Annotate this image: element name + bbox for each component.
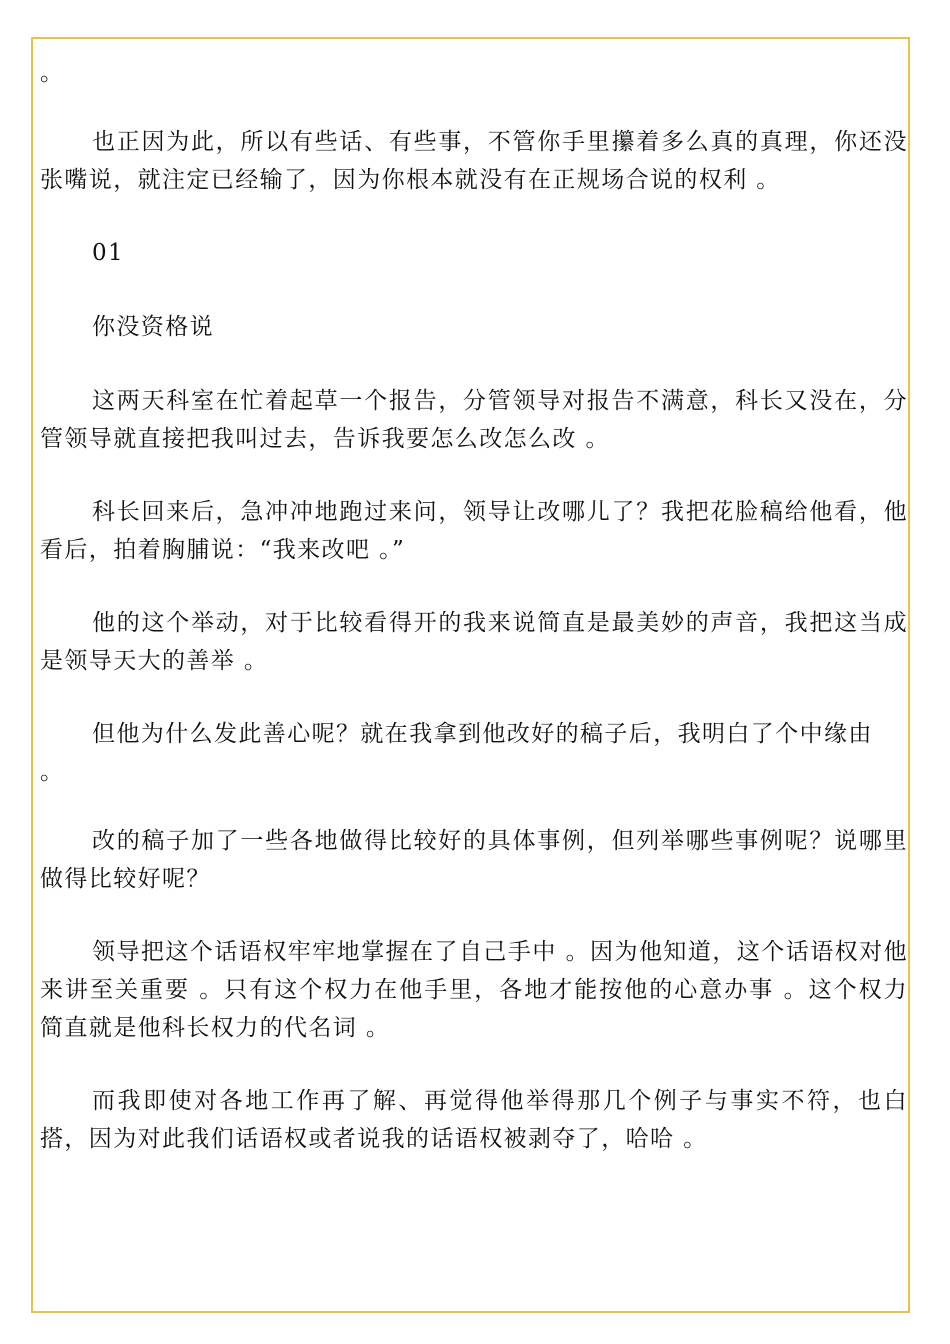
paragraph-report: 这两天科室在忙着起草一个报告，分管领导对报告不满意，科长又没在，分管领导就直接把我叫过去，告诉我要怎么改怎么改 。: [40, 388, 908, 452]
section-heading: 你没资格说: [92, 314, 214, 340]
paragraph-fragment-start: 。: [40, 60, 65, 86]
paragraph-reason: 但他为什么发此善心呢？就在我拿到他改好的稿子后，我明白了个中缘由: [92, 721, 873, 747]
document-body: [40, 54, 908, 1193]
paragraph-discourse-power: 领导把这个话语权牢牢地掌握在了自己手中 。因为他知道，这个话语权对他来讲至关重要 。只有这个权力在他手里，各地才能按他的心意办事 。这个权力简直就是他科长权力的代名词 。: [40, 939, 908, 1041]
paragraph-examples: 改的稿子加了一些各地做得比较好的具体事例，但列举哪些事例呢？说哪里做得比较好呢？: [40, 828, 908, 892]
paragraph-reason-end: 。: [40, 759, 65, 785]
paragraph-section-chief: 科长回来后，急冲冲地跑过来问，领导让改哪儿了？我把花脸稿给他看，他看后，拍着胸脯说：“我来改吧 。”: [40, 499, 908, 563]
paragraph-intro: 也正因为此，所以有些话、有些事，不管你手里攥着多么真的真理，你还没张嘴说，就注定已经输了，因为你根本就没有在正规场合说的权利 。: [40, 129, 908, 193]
paragraph-conclusion: 而我即使对各地工作再了解、再觉得他举得那几个例子与事实不符，也白搭，因为对此我们话语权或者说我的话语权被剥夺了，哈哈 。: [40, 1088, 908, 1152]
paragraph-behavior: 他的这个举动，对于比较看得开的我来说简直是最美妙的声音，我把这当成是领导天大的善举 。: [40, 610, 908, 674]
section-number: 01: [92, 240, 125, 266]
